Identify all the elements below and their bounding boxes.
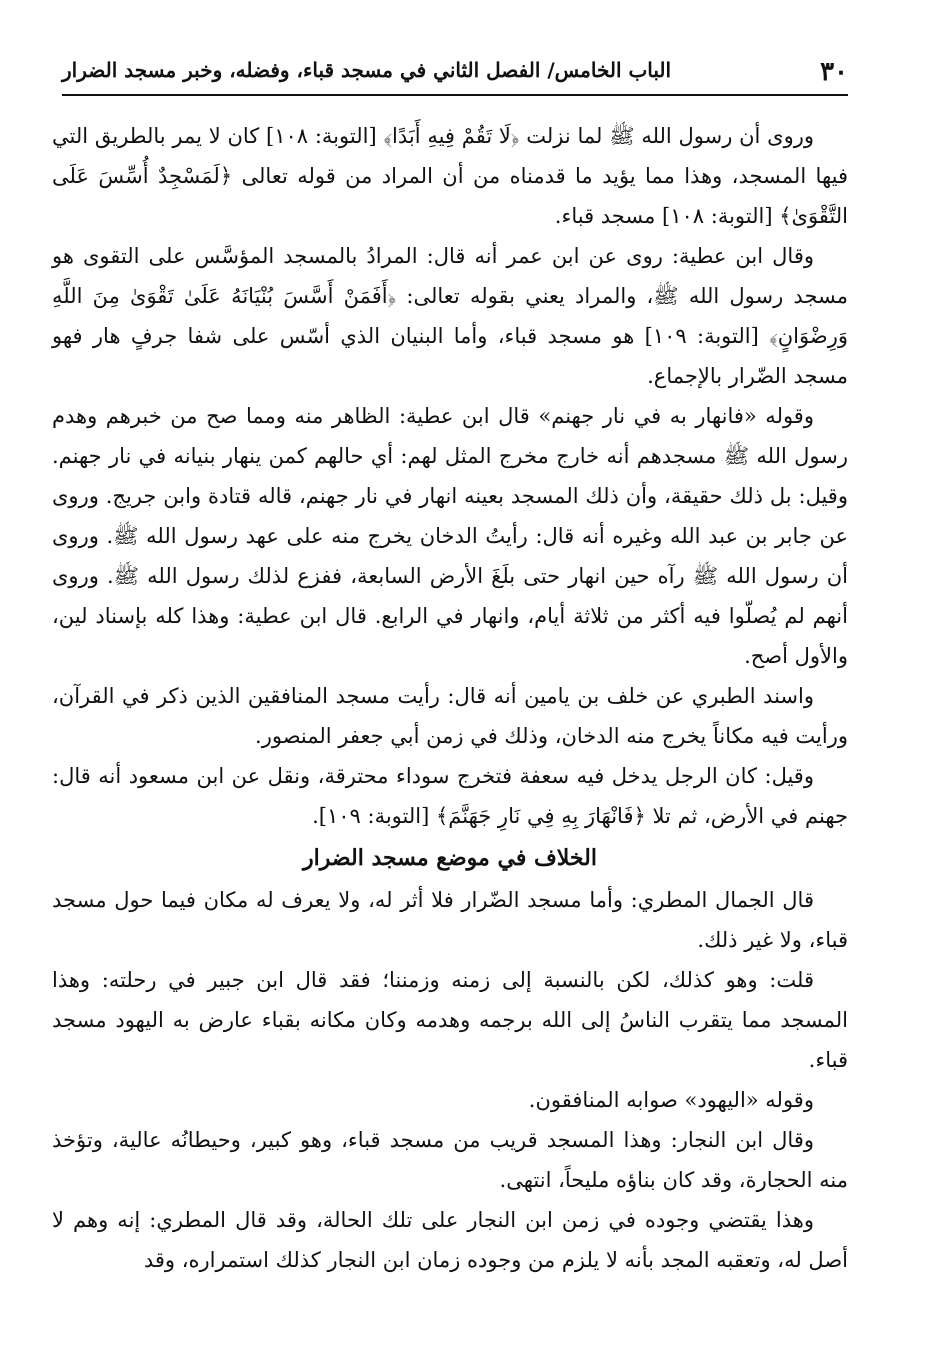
paragraph: قلت: وهو كذلك، لكن بالنسبة إلى زمنه وزمننا؛ فقد قال ابن جبير في رحلته: وهذا المسجد مما يتقرب الناسُ إلى الله برجمه وهدمه وكان مكانه بقباء عارض به اليهود مسجد قباء. [52,968,848,1072]
section-heading: الخلاف في موضع مسجد الضرار [303,845,597,871]
page-body [52,116,848,1280]
paragraph: وقال ابن النجار: وهذا المسجد قريب من مسجد قباء، وهو كبير، وحيطانُه عالية، وتؤخذ منه الحجارة، وقد كان بناؤه مليحاً، انتهى. [52,1128,848,1192]
paragraph: وهذا يقتضي وجوده في زمن ابن النجار على تلك الحالة، وقد قال المطري: إنه وهم لا أصل له، وتعقبه المجد بأنه لا يلزم من وجوده زمان ابن النجار كذلك استمراره، وقد [52,1208,848,1272]
paragraph: واسند الطبري عن خلف بن يامين أنه قال: رأيت مسجد المنافقين الذين ذكر في القرآن، ورأيت فيه مكاناً يخرج منه الدخان، وذلك في زمن أبي جعفر المنصور. [52,684,848,748]
running-title: الباب الخامس/ الفصل الثاني في مسجد قباء، وفضله، وخبر مسجد الضرار [62,58,672,82]
page-number: ٣٠ [820,57,848,87]
paragraph: وقوله «اليهود» صوابه المنافقون. [528,1088,814,1112]
paragraph: قال الجمال المطري: وأما مسجد الضّرار فلا أثر له، ولا يعرف له مكان فيما حول مسجد قباء، ولا غير ذلك. [52,888,848,952]
page-header [62,50,848,96]
paragraph: وروى أن رسول الله ﷺ لما نزلت ﴿لَا تَقُمْ فِيهِ أَبَدًا﴾ [التوبة: ١٠٨] كان لا يمر بالطريق التي فيها المسجد، وهذا مما يؤيد ما قدمناه من أن المراد من قوله تعالى ﴿لَمَسْجِدٌ أُسِّسَ عَلَى التَّقْوَىٰ﴾ [التوبة: ١٠٨] مسجد قباء. [52,124,848,228]
paragraph: وقال ابن عطية: روى عن ابن عمر أنه قال: المرادُ بالمسجد المؤسَّس على التقوى هو مسجد رسول الله ﷺ، والمراد يعني بقوله تعالى: ﴿أَفَمَنْ أَسَّسَ بُنْيَانَهُ عَلَىٰ تَقْوَىٰ مِنَ اللَّهِ وَرِضْوَانٍ﴾ [التوبة: ١٠٩] هو مسجد قباء، وأما البنيان الذي أسّس على شفا جرفٍ هار فهو مسجد الضّرار بالإجماع. [52,244,848,388]
paragraph: وقوله «فانهار به في نار جهنم» قال ابن عطية: الظاهر منه ومما صح من خبرهم وهدم رسول الله ﷺ مسجدهم أنه خارج مخرج المثل لهم: أي حالهم كمن ينهار بنيانه في نار جهنم. وقيل: بل ذلك حقيقة، وأن ذلك المسجد بعينه انهار في نار جهنم، قاله قتادة وابن جريج. وروى عن جابر بن عبد الله وغيره أنه قال: رأيتُ الدخان يخرج منه على عهد رسول الله ﷺ. وروى أن رسول الله ﷺ رآه حين انهار حتى بلَغَ الأرض السابعة، ففزع لذلك رسول الله ﷺ. وروى أنهم لم يُصلّوا فيه أكثر من ثلاثة أيام، وانهار في الرابع. قال ابن عطية: وهذا كله بإسناد لين، والأول أصح. [52,404,848,668]
paragraph: وقيل: كان الرجل يدخل فيه سعفة فتخرج سوداء محترقة، ونقل عن ابن مسعود أنه قال: جهنم في الأرض، ثم تلا ﴿فَانْهَارَ بِهِ فِي نَارِ جَهَنَّمَ﴾ [التوبة: ١٠٩]. [52,764,848,828]
